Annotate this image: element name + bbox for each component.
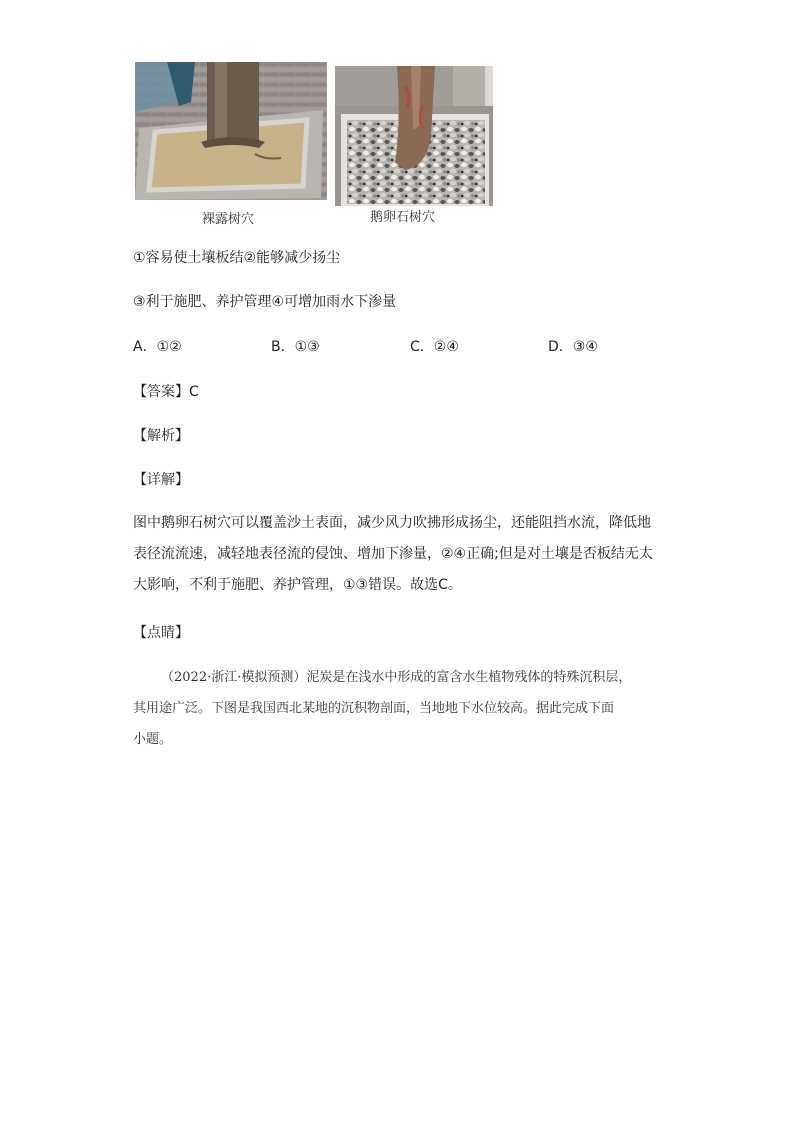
- option-c: C．②④: [410, 339, 459, 355]
- next-question-line: 小题。: [133, 732, 173, 747]
- pebble-tree-pit-photo: [335, 66, 493, 206]
- bare-tree-pit-illustration: [135, 62, 327, 200]
- detail-line: 表径流流速，减轻地表径流的侵蚀、增加下渗量，②④正确;但是对土壤是否板结无太: [133, 546, 653, 562]
- detail-heading: 【详解】: [133, 472, 189, 488]
- bare-tree-pit-photo: [135, 62, 327, 200]
- next-question-line: （2022·浙江·模拟预测）泥炭是在浅水中形成的富含水生植物残体的特殊沉积层，: [161, 670, 632, 685]
- detail-line: 大影响，不利于施肥、养护管理，①③错误。故选C。: [133, 577, 462, 593]
- next-question-line: 其用途广泛。下图是我国西北某地的沉积物剖面，当地地下水位较高。据此完成下面: [133, 701, 615, 716]
- right-photo-caption: 鹅卵石树穴: [370, 210, 436, 225]
- statement-line-2: ③利于施肥、养护管理④可增加雨水下渗量: [133, 294, 397, 310]
- pebble-tree-pit-illustration: [335, 66, 493, 206]
- next-question-intro: [133, 662, 673, 755]
- answer-line: 【答案】C: [133, 384, 199, 400]
- statement-line-1: ①容易使土壤板结②能够减少扬尘: [133, 250, 341, 266]
- detail-line: 图中鹅卵石树穴可以覆盖沙土表面，减少风力吹拂形成扬尘，还能阻挡水流，降低地: [133, 515, 651, 531]
- left-photo-caption: 裸露树穴: [202, 212, 255, 227]
- option-a: A．①②: [133, 339, 182, 355]
- option-b: B．①③: [271, 339, 320, 355]
- detail-paragraph: [133, 508, 663, 601]
- analysis-heading: 【解析】: [133, 428, 189, 444]
- comment-heading: 【点睛】: [133, 625, 189, 641]
- option-d: D．③④: [548, 339, 598, 355]
